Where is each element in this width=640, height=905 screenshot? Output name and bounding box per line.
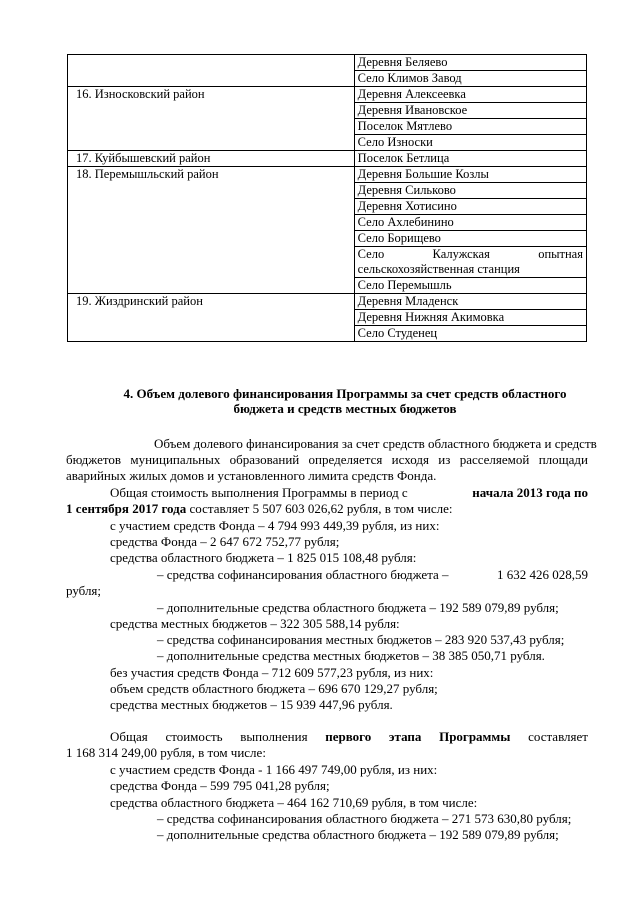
text-line: – средства софинансирования местных бюджетов – 283 920 537,43 рубля; xyxy=(157,632,565,647)
district-cell: 19. Жиздринский район xyxy=(68,294,355,342)
village-cell: Деревня Ивановское xyxy=(354,103,586,119)
village-line xyxy=(358,247,583,262)
village-cell: Село Ахлебинино xyxy=(354,215,586,231)
village-cell: Деревня Младенск xyxy=(354,294,586,310)
village-cell: Поселок Мятлево xyxy=(354,119,586,135)
text-line: без участия средств Фонда – 712 609 577,23 рубля, из них: xyxy=(110,665,434,680)
village-cell: Поселок Бетлица xyxy=(354,151,586,167)
village-cell: Село Перемышль xyxy=(354,278,586,294)
text-line: средства Фонда – 2 647 672 752,77 рубля; xyxy=(110,534,340,549)
text-line: 1 сентября 2017 года составляет 5 507 603 026,62 рубля, в том числе: xyxy=(66,501,453,516)
text-line: Общая стоимость выполнения первого этапа Программы составляет xyxy=(110,729,588,744)
text-line: Общая стоимость выполнения Программы в период с начала 2013 года по xyxy=(110,485,588,500)
district-cell: 17. Куйбышевский район xyxy=(68,151,355,167)
districts-table xyxy=(67,54,587,342)
village-cell: Село Износки xyxy=(354,135,586,151)
district-cell: 16. Износковский район xyxy=(68,87,355,151)
village-cell: Деревня Беляево xyxy=(354,55,586,71)
village-cell: Деревня Хотисино xyxy=(354,199,586,215)
text-line: – дополнительные средства областного бюджета – 192 589 079,89 рубля; xyxy=(157,600,559,615)
text-line: Объем долевого финансирования за счет средств областного бюджета и средств xyxy=(154,436,597,451)
text-line: аварийных жилых домов и установленного лимита средств Фонда. xyxy=(66,468,437,483)
table-row xyxy=(68,294,587,310)
district-cell: 18. Перемышльский район xyxy=(68,167,355,294)
heading-line: бюджета и средств местных бюджетов xyxy=(233,401,457,416)
text-line: объем средств областного бюджета – 696 670 129,27 рубля; xyxy=(110,681,438,696)
table-row xyxy=(68,167,587,183)
text-line: средства областного бюджета – 464 162 710,69 рубля, в том числе: xyxy=(110,795,478,810)
village-word: опытная xyxy=(538,247,583,261)
text-line: с участием средств Фонда - 1 166 497 749,00 рубля, из них: xyxy=(110,762,438,777)
text-line: с участием средств Фонда – 4 794 993 449,39 рубля, из них: xyxy=(110,518,440,533)
text-line: – дополнительные средства областного бюджета – 192 589 079,89 рубля; xyxy=(157,827,559,842)
district-cell xyxy=(68,55,355,87)
text-line: средства Фонда – 599 795 041,28 рубля; xyxy=(110,778,330,793)
village-cell: Деревня Сильково xyxy=(354,183,586,199)
village-line: сельскохозяйственная станция xyxy=(357,262,520,276)
text-line: – дополнительные средства местных бюджетов – 38 385 050,71 рубля. xyxy=(157,648,545,663)
village-word: Калужская xyxy=(432,247,490,261)
text-line: средства областного бюджета – 1 825 015 108,48 рубля: xyxy=(110,550,417,565)
village-cell: Село Климов Завод xyxy=(354,71,586,87)
table-row xyxy=(68,151,587,167)
heading-line: 4. Объем долевого финансирования Программы за счет средств областного xyxy=(123,386,567,401)
text-line: рубля; xyxy=(66,583,102,598)
text-line: бюджетов муниципальных образований определяется исходя из расселяемой площади xyxy=(66,452,588,467)
table-row xyxy=(68,87,587,103)
village-cell xyxy=(354,247,586,278)
text-line: средства местных бюджетов – 322 305 588,14 рубля: xyxy=(110,616,400,631)
village-cell: Село Борищево xyxy=(354,231,586,247)
village-cell: Деревня Алексеевка xyxy=(354,87,586,103)
text-line: средства местных бюджетов – 15 939 447,96 рубля. xyxy=(110,697,393,712)
village-cell: Деревня Большие Козлы xyxy=(354,167,586,183)
table-row xyxy=(68,55,587,71)
text-line: – средства софинансирования областного бюджета – 271 573 630,80 рубля; xyxy=(157,811,572,826)
village-cell: Село Студенец xyxy=(354,326,586,342)
village-cell: Деревня Нижняя Акимовка xyxy=(354,310,586,326)
section-heading xyxy=(100,386,590,416)
village-word: Село xyxy=(357,247,385,261)
text-line: 1 168 314 249,00 рубля, в том числе: xyxy=(66,745,266,760)
text-line: – средства софинансирования областного бюджета – 1 632 426 028,59 xyxy=(157,567,588,582)
